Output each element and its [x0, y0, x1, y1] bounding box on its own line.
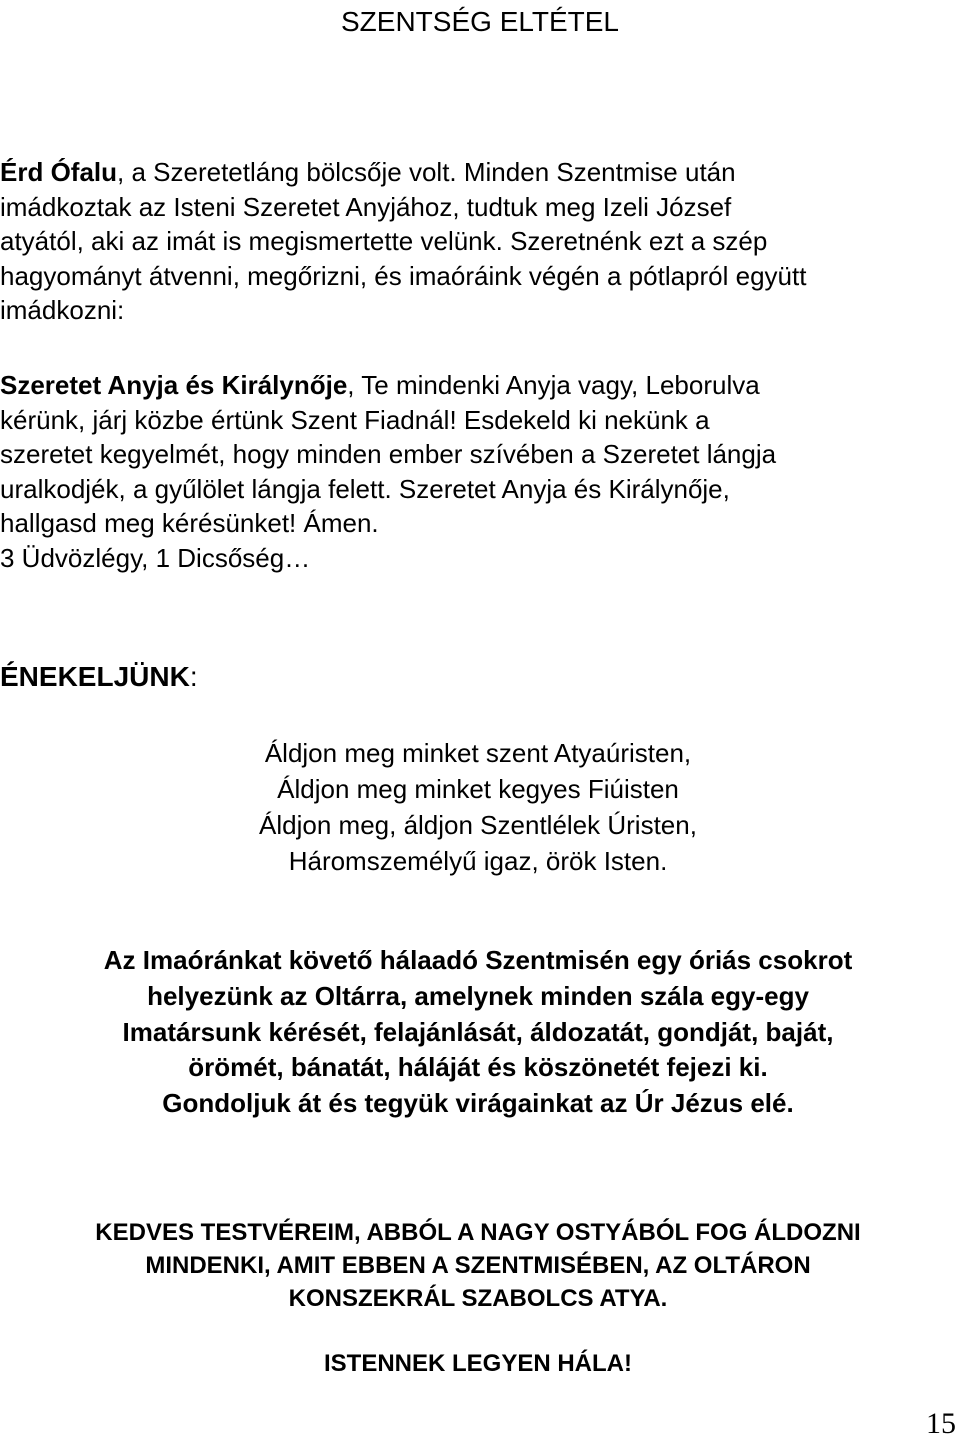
page-number: 15 — [926, 1407, 956, 1440]
announcement-line-2: MINDENKI, AMIT EBBEN A SZENTMISÉBEN, AZ OLTÁRON — [145, 1252, 811, 1279]
offering-line-5: Gondoljuk át és tegyük virágainkat az Úr Jézus elé. — [162, 1088, 794, 1119]
prayer-line-1-text: , Te mindenki Anyja vagy, Leborulva — [347, 370, 760, 400]
announcement-line-3: KONSZEKRÁL SZABOLCS ATYA. — [288, 1285, 668, 1312]
prayer-line-4: uralkodjék, a gyűlölet lángja felett. Szeretet Anyja és Királynője, — [0, 473, 730, 504]
announcement-paragraph — [0, 1216, 956, 1315]
hymn-line-3: Áldjon meg, áldjon Szentlélek Úristen, — [259, 810, 697, 840]
prayer-paragraph — [0, 368, 960, 575]
offering-line-3: Imatársunk kérését, felajánlását, áldozatát, gondját, baját, — [122, 1016, 834, 1047]
sing-heading — [0, 659, 960, 695]
prayer-line-2: kérünk, járj közbe értünk Szent Fiadnál! Esdekeld ki nekünk a — [0, 404, 710, 435]
prayer-address: Szeretet Anyja és Királynője — [0, 370, 348, 400]
offering-line-4: örömét, bánatát, háláját és köszönetét fejezi ki. — [188, 1052, 768, 1083]
intro-line-4: hagyományt átvenni, megőrizni, és imaóráink végén a pótlapról együtt — [0, 260, 807, 291]
offering-paragraph — [0, 943, 956, 1122]
intro-line-2: imádkoztak az Isteni Szeretet Anyjához, tudtuk meg Izeli József — [0, 191, 732, 222]
intro-line-1 — [0, 155, 960, 190]
announcement-line-1: KEDVES TESTVÉREIM, ABBÓL A NAGY OSTYÁBÓL FOG ÁLDOZNI — [95, 1219, 861, 1246]
sing-heading-colon: : — [189, 661, 198, 692]
hymn-line-1: Áldjon meg minket szent Atyaúristen, — [264, 738, 692, 768]
intro-line-1-text: , a Szeretetláng bölcsője volt. Minden Szentmise után — [117, 157, 736, 187]
hymn-line-2: Áldjon meg minket kegyes Fiúisten — [277, 774, 679, 804]
intro-paragraph — [0, 155, 960, 328]
hymn-line-4: Háromszemélyű igaz, örök Isten. — [288, 846, 668, 876]
sing-heading-bold: ÉNEKELJÜNK — [0, 661, 190, 692]
offering-line-2: helyezünk az Oltárra, amelynek minden szála egy-egy — [147, 980, 809, 1011]
place-name: Érd Ófalu — [0, 157, 118, 187]
intro-line-5: imádkozni: — [0, 295, 125, 325]
intro-line-3: atyától, aki az imát is megismertette velünk. Szeretnénk ezt a szép — [0, 226, 768, 256]
prayer-line-5: hallgasd meg kérésünket! Ámen. — [0, 508, 379, 538]
prayer-line-3: szeretet kegyelmét, hogy minden ember szívében a Szeretet lángja — [0, 439, 777, 469]
closing-line: ISTENNEK LEGYEN HÁLA! — [323, 1350, 632, 1377]
offering-line-1: Az Imaóránkat követő hálaadó Szentmisén egy óriás csokrot — [103, 945, 853, 975]
prayer-line-6: 3 Üdvözlégy, 1 Dicsőség… — [0, 542, 311, 573]
page-title: SZENTSÉG ELTÉTEL — [341, 6, 619, 37]
prayer-line-1 — [0, 368, 960, 403]
hymn-verse — [0, 735, 956, 879]
